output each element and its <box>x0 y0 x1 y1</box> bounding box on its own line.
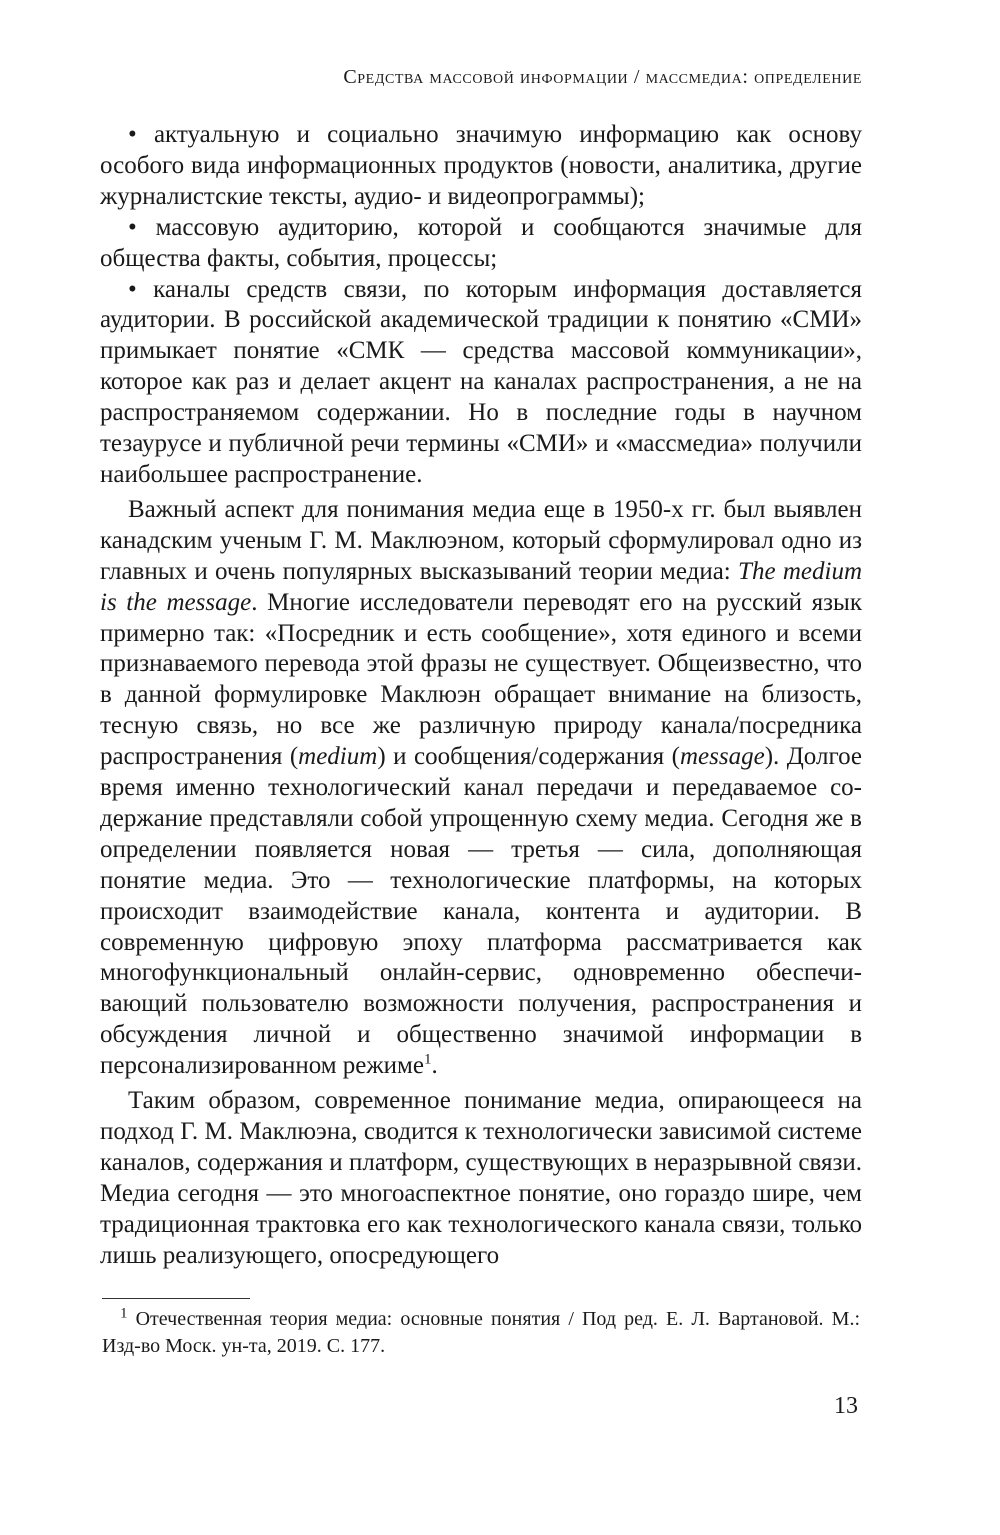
page-number: 13 <box>834 1393 858 1419</box>
paragraph-text: ). Долгое время именно технологический канал передачи и передаваемое содержание представляли собой упрощенную схему медиа. Сегодня же в определении появляется новая — третья — сила, дополняющая понятие медиа. Это — технологические платформы, на которых происходит взаимодействие канала, контента и аудитории. В современную цифровую эпоху платформа рассматривается как многофункциональный онлайн-сервис, одновременно обеспечивающий пользователю возможности получения, распространения и обсуждения личной и общественно значимой информации в персонализированном режиме <box>100 743 862 1080</box>
paragraph-conclusion: Таким образом, современное понимание медиа, опирающееся на подход Г. М. Маклюэна, сводится к технологически зависимой системе каналов, содержания и платформ, существующих в неразрывной связи. Медиа сегодня — это многоаспектное понятие, оно гораздо шире, чем традиционная трактовка его как технологического канала связи, только лишь реализующего, опосредующего <box>100 1087 862 1269</box>
footnote <box>102 1306 860 1360</box>
footnote-marker: 1 <box>120 1305 128 1322</box>
term-message: message <box>679 743 765 771</box>
paragraph-text: Важный аспект для понимания медиа еще в 1950-х гг. был выявлен канадским ученым Г. М. Маклюэном, который сформулировал одно из главных и очень популярных высказываний теории медиа: <box>100 495 862 585</box>
bullet-item-2: • массовую аудиторию, которой и сообщаются значимые для общества факты, события, процессы; <box>100 213 862 275</box>
footnote-divider <box>102 1298 250 1299</box>
paragraph-mcluhan <box>100 495 862 1082</box>
footnote-reference: 1 <box>423 1051 432 1068</box>
main-text <box>100 120 862 1272</box>
running-head: Средства массовой информации / массмедиа: определение <box>343 66 862 88</box>
footnote-text: Отечественная теория медиа: основные понятия / Под ред. Е. Л. Вартановой. М.: Изд-во Моск. ун-та, 2019. С. 177. <box>102 1308 860 1357</box>
paragraph-text: ) и сообщения/содержания ( <box>377 743 680 771</box>
bullet-item-1: • актуальную и социально значимую информацию как основу особого вида информационных продуктов (новости, аналитика, другие журналистские тексты, аудио- и видеопрограммы); <box>100 120 862 213</box>
paragraph-text: . Многие исследователи переводят его на русский язык примерно так: «Посредник и есть сообщение», хотя единого и всеми признаваемого перевода этой фразы не существует. Общеизвестно, что в данной формулировке Маклюэн обращает внимание на близость, тесную связь, но все же различную природу канала/посредника распространения ( <box>100 588 862 771</box>
term-medium: medium <box>298 743 378 771</box>
bullet-item-3: • каналы средств связи, по которым информация доставляется аудитории. В российской академической традиции к понятию «СМИ» примыкает понятие «СМК — средства массовой коммуникации», которое как раз и делает акцент на каналах распространения, а не на распространяемом содержании. Но в последние годы в научном тезаурусе и публичной речи термины «СМИ» и «массмедиа» получили наибольшее распространение. <box>100 275 862 491</box>
mcluhan-quote: The medium is the message <box>100 557 862 616</box>
paragraph-text: . <box>431 1052 438 1080</box>
